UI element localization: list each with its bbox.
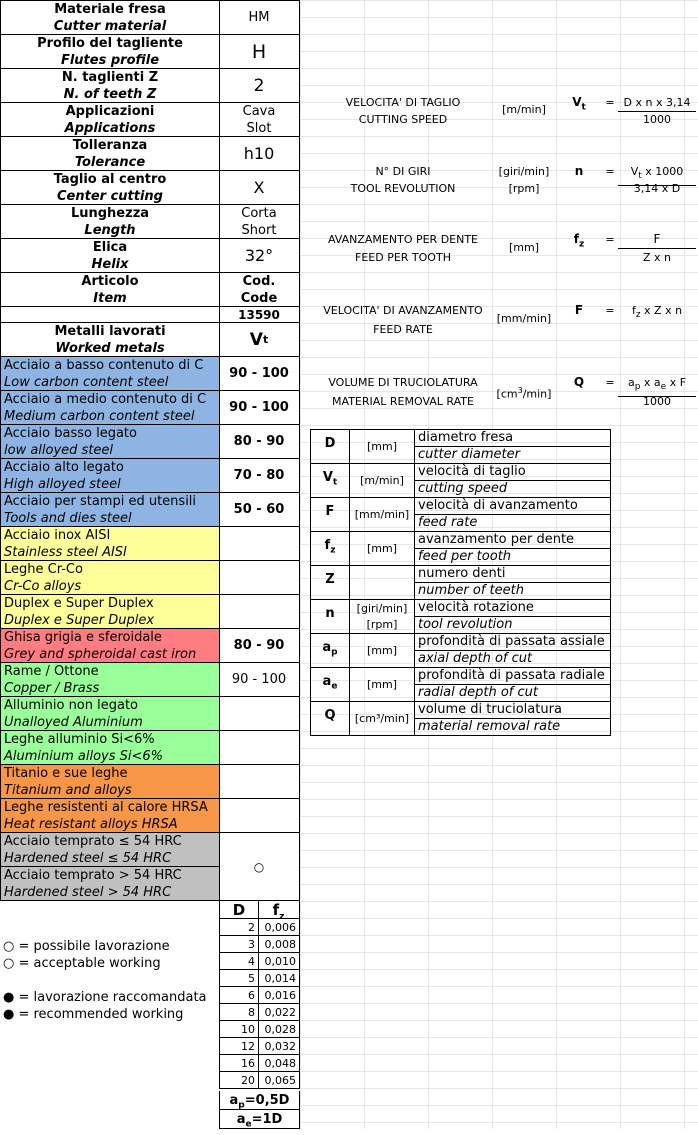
glossary-symbol: Q bbox=[324, 708, 336, 724]
spec-label-en: Center cutting bbox=[57, 188, 163, 204]
glossary-row bbox=[311, 498, 611, 532]
glossary-symbol: D bbox=[324, 436, 336, 452]
ae-symbol-sub: e bbox=[245, 1119, 252, 1130]
glossary-unit: [mm] bbox=[366, 439, 397, 453]
spec-value: h10 bbox=[219, 137, 300, 171]
material-vt-value: ○ bbox=[219, 833, 300, 901]
glossary-row bbox=[311, 702, 611, 736]
material-name: Leghe alluminio Si<6% bbox=[4, 732, 155, 747]
material-name-en: Medium carbon content steel bbox=[4, 409, 195, 424]
fz-diameter: 16 bbox=[219, 1055, 259, 1072]
ap-symbol: a bbox=[229, 1093, 239, 1108]
fz-row bbox=[0, 919, 300, 936]
formula-feed-rate-result-rest: x Z x n bbox=[640, 304, 683, 317]
material-vt-value: 90 - 100 bbox=[219, 391, 300, 425]
material-name: Acciaio temprato ≤ 54 HRC bbox=[4, 834, 182, 849]
formula-feed-rate-it: VELOCITA' DI AVANZAMENTO bbox=[323, 304, 483, 317]
formula-revolution-symbol: n bbox=[574, 164, 584, 178]
spec-label-en: Tolerance bbox=[74, 154, 146, 170]
material-vt-value bbox=[219, 765, 300, 799]
glossary-unit-alt: [rpm] bbox=[366, 617, 398, 631]
spec-row-helix bbox=[0, 239, 300, 273]
fz-diameter: 20 bbox=[219, 1072, 259, 1089]
glossary-symbol: n bbox=[325, 606, 335, 622]
glossary-unit: [mm] bbox=[366, 677, 397, 691]
formula-feed-tooth-denominator: Z x n bbox=[642, 251, 671, 264]
spec-value: H bbox=[219, 35, 300, 69]
fz-col-fz: f bbox=[272, 901, 280, 919]
material-vt-value bbox=[219, 527, 300, 561]
formula-feed-tooth-symbol: f bbox=[573, 232, 579, 246]
glossary-symbol-sub: p bbox=[331, 647, 338, 658]
spec-row-tolerance bbox=[0, 137, 300, 171]
fz-value: 0,014 bbox=[258, 970, 300, 987]
glossary-desc: velocità di avanzamento bbox=[418, 498, 578, 513]
material-name: Rame / Ottone bbox=[4, 664, 99, 679]
material-name-en: Titanium and alloys bbox=[4, 783, 132, 798]
legend-recommended-en: ● = recommended working bbox=[3, 1007, 184, 1022]
spec-value: 2 bbox=[219, 69, 300, 103]
material-vt-value: 90 - 100 bbox=[219, 357, 300, 391]
glossary-desc: velocità rotazione bbox=[418, 600, 534, 615]
material-vt-value: 90 - 100 bbox=[219, 663, 300, 697]
spec-row-teeth bbox=[0, 69, 300, 103]
formula-mrr-n2: x a bbox=[640, 376, 661, 389]
spec-row-center-cutting bbox=[0, 171, 300, 205]
formula-mrr-it: VOLUME DI TRUCIOLATURA bbox=[328, 376, 478, 389]
fz-row bbox=[0, 1038, 300, 1055]
material-name: Acciaio inox AISI bbox=[4, 528, 111, 543]
fz-value: 0,006 bbox=[258, 919, 300, 936]
formula-feed-rate-unit: [mm/min] bbox=[496, 312, 552, 325]
ap-row bbox=[0, 1091, 300, 1110]
formula-feed-rate-eq: = bbox=[605, 304, 615, 317]
material-name: Duplex e Super Duplex bbox=[4, 596, 154, 611]
vt-header: V bbox=[249, 329, 263, 350]
formula-cutting-speed-symbol-sub: t bbox=[581, 102, 586, 113]
formula-mrr-symbol: Q bbox=[573, 375, 585, 389]
metals-header-label: Metalli lavorati bbox=[54, 323, 166, 339]
formula-feed-tooth-unit: [mm] bbox=[508, 241, 539, 254]
formula-revolution-unit: [giri/min] bbox=[498, 165, 550, 178]
ae-value: =1D bbox=[251, 1112, 283, 1127]
material-name-en: Hardened steel > 54 HRC bbox=[4, 885, 172, 900]
glossary-row bbox=[311, 464, 611, 498]
glossary-symbol-sub: t bbox=[332, 477, 338, 488]
glossary-desc-en: feed per tooth bbox=[415, 548, 610, 565]
glossary-unit: [mm/min] bbox=[354, 507, 410, 521]
glossary-desc: velocità di taglio bbox=[418, 464, 526, 479]
material-name-en: Cr-Co alloys bbox=[4, 579, 82, 594]
fz-col-fz-sub: z bbox=[279, 912, 285, 922]
formula-revolution-eq: = bbox=[605, 165, 615, 178]
fz-diameter: 6 bbox=[219, 987, 259, 1004]
glossary-desc: volume di truciolatura bbox=[418, 702, 562, 717]
formula-revolution-it: N° DI GIRI bbox=[375, 165, 431, 178]
spec-row-length bbox=[0, 205, 300, 239]
glossary-row bbox=[311, 532, 611, 566]
spec-label-en: Flutes profile bbox=[60, 52, 160, 68]
material-name-en: Tools and dies steel bbox=[4, 511, 132, 526]
formula-mrr-unit-sup: 3 bbox=[517, 386, 523, 395]
glossary-unit: [mm] bbox=[366, 643, 397, 657]
fz-value: 0,048 bbox=[258, 1055, 300, 1072]
formula-feed-tooth-it: AVANZAMENTO PER DENTE bbox=[327, 233, 479, 246]
glossary-symbol: a bbox=[322, 674, 332, 690]
fz-diameter: 2 bbox=[219, 919, 259, 936]
material-vt-value bbox=[219, 697, 300, 731]
material-name: Ghisa grigia e sferoidale bbox=[4, 630, 162, 645]
spec-label: Applicazioni bbox=[65, 103, 155, 119]
glossary-desc: numero denti bbox=[418, 566, 506, 581]
glossary-symbol: f bbox=[324, 538, 331, 554]
formula-cutting-speed-it: VELOCITA' DI TAGLIO bbox=[345, 96, 461, 109]
fz-row bbox=[0, 1055, 300, 1072]
spec-value: Corta bbox=[241, 205, 277, 221]
formula-cutting-speed-eq: = bbox=[605, 96, 615, 109]
material-name-en: Heat resistant alloys HRSA bbox=[4, 817, 178, 832]
material-vt-value bbox=[219, 595, 300, 629]
formula-feed-rate-result-symbol: f bbox=[631, 304, 636, 317]
material-name-en: Copper / Brass bbox=[4, 681, 100, 696]
spec-label: Tolleranza bbox=[72, 137, 148, 153]
spec-label: Elica bbox=[92, 239, 128, 255]
material-name: Acciaio temprato > 54 HRC bbox=[4, 868, 182, 883]
fz-row bbox=[0, 970, 300, 987]
spec-value: Cava bbox=[242, 103, 276, 119]
glossary-row bbox=[311, 600, 611, 634]
formula-mrr-denominator: 1000 bbox=[643, 395, 671, 408]
material-name-en: Low carbon content steel bbox=[4, 375, 169, 390]
formula-revolution-num-sub: t bbox=[638, 171, 642, 182]
glossary-desc-en: material removal rate bbox=[415, 718, 610, 735]
formula-mrr-n1: a bbox=[627, 376, 635, 389]
fz-value: 0,016 bbox=[258, 987, 300, 1004]
spec-value-en: Short bbox=[241, 222, 277, 238]
glossary-row bbox=[311, 634, 611, 668]
vt-header-sub: t bbox=[262, 333, 269, 346]
fz-diameter: 10 bbox=[219, 1021, 259, 1038]
glossary-desc-en: number of teeth bbox=[415, 582, 610, 599]
material-name-en: low alloyed steel bbox=[4, 443, 114, 458]
formula-feed-tooth-en: FEED PER TOOTH bbox=[355, 251, 451, 264]
spec-value: 32° bbox=[219, 239, 300, 273]
glossary-desc: profondità di passata assiale bbox=[418, 634, 605, 649]
glossary-desc-en: axial depth of cut bbox=[415, 650, 610, 667]
material-name: Titanio e sue leghe bbox=[4, 766, 128, 781]
spec-label: Taglio al centro bbox=[53, 171, 167, 187]
ap-value: =0,5D bbox=[244, 1093, 290, 1108]
glossary-desc-en: cutter diameter bbox=[415, 446, 610, 463]
formula-feed-tooth-numerator: F bbox=[618, 231, 696, 249]
spec-label: Lunghezza bbox=[70, 205, 150, 221]
spec-value: X bbox=[219, 171, 300, 205]
ae-row bbox=[0, 1110, 300, 1129]
spec-value-en: Code bbox=[240, 290, 278, 306]
formula-mrr-unit-pre: [cm bbox=[496, 387, 518, 401]
material-name-en: Hardened steel ≤ 54 HRC bbox=[4, 851, 172, 866]
spec-label: Profilo del tagliente bbox=[37, 35, 183, 51]
formula-mrr-n1-sub: p bbox=[634, 382, 641, 393]
ap-symbol-sub: p bbox=[238, 1100, 245, 1111]
legend-recommended-it: ● = lavorazione raccomandata bbox=[3, 990, 207, 1005]
formula-revolution-unit-rpm: [rpm] bbox=[508, 182, 540, 195]
material-name: Acciaio a basso contenuto di C bbox=[4, 358, 204, 373]
formula-revolution-en: TOOL REVOLUTION bbox=[350, 182, 456, 195]
material-name-en: Duplex e Super Duplex bbox=[4, 613, 155, 628]
glossary-symbol-sub: z bbox=[330, 545, 336, 556]
fz-header-row bbox=[0, 901, 300, 922]
fz-col-d: D bbox=[219, 901, 259, 919]
fz-value: 0,008 bbox=[258, 936, 300, 953]
formula-mrr-n2-sub: e bbox=[660, 382, 667, 393]
spec-value-en: Slot bbox=[246, 120, 272, 136]
spec-label: Articolo bbox=[81, 273, 139, 289]
formula-mrr-unit-post: /min] bbox=[522, 387, 552, 401]
fz-diameter: 3 bbox=[219, 936, 259, 953]
glossary-row bbox=[311, 566, 611, 600]
material-name: Acciaio per stampi ed utensili bbox=[4, 494, 197, 509]
material-name: Alluminio non legato bbox=[4, 698, 139, 713]
fz-value: 0,065 bbox=[258, 1072, 300, 1089]
spec-row-article bbox=[0, 307, 300, 323]
spec-value: HM bbox=[219, 0, 300, 35]
material-name-en: Grey and spheroidal cast iron bbox=[4, 647, 197, 662]
fz-value: 0,028 bbox=[258, 1021, 300, 1038]
fz-diameter: 12 bbox=[219, 1038, 259, 1055]
glossary-table bbox=[310, 429, 611, 736]
fz-value: 0,022 bbox=[258, 1004, 300, 1021]
glossary-symbol: a bbox=[322, 640, 332, 656]
material-name: Acciaio alto legato bbox=[4, 460, 124, 475]
spec-label-en: Cutter material bbox=[53, 18, 167, 34]
formula-mrr-en: MATERIAL REMOVAL RATE bbox=[332, 395, 474, 408]
formula-mrr-n3: x F bbox=[666, 376, 687, 389]
fz-row bbox=[0, 1072, 300, 1089]
formula-cutting-speed-numerator: D x n x 3,14 bbox=[618, 94, 696, 112]
formula-revolution-num-symbol: V bbox=[630, 165, 639, 178]
spec-row-profile bbox=[0, 35, 300, 69]
material-name: Acciaio basso legato bbox=[4, 426, 137, 441]
legend-possible-en: ○ = acceptable working bbox=[3, 956, 161, 971]
formula-feed-tooth-symbol-sub: z bbox=[578, 239, 585, 250]
fz-diameter: 8 bbox=[219, 1004, 259, 1021]
formula-mrr-eq: = bbox=[605, 376, 615, 389]
material-name-en: Unalloyed Aluminium bbox=[4, 715, 143, 730]
glossary-unit: [m/min] bbox=[360, 473, 404, 487]
material-vt-value: 80 - 90 bbox=[219, 425, 300, 459]
formula-revolution-num-rest: x 1000 bbox=[641, 165, 684, 178]
formula-feed-rate-result-sub: z bbox=[635, 310, 641, 321]
formula-feed-rate-en: FEED RATE bbox=[373, 323, 433, 336]
glossary-symbol: Z bbox=[325, 572, 335, 588]
spec-label: Materiale fresa bbox=[54, 1, 166, 17]
formula-cutting-speed-denominator: 1000 bbox=[643, 113, 671, 126]
legend-possible-it: ○ = possibile lavorazione bbox=[3, 939, 170, 954]
material-vt-value bbox=[219, 561, 300, 595]
formula-revolution-denominator: 3,14 x D bbox=[633, 182, 681, 195]
glossary-unit: [giri/min] bbox=[356, 601, 408, 615]
spec-label-en: Helix bbox=[91, 256, 129, 272]
formula-feed-rate-symbol: F bbox=[574, 303, 584, 317]
formula-cutting-speed-unit: [m/min] bbox=[502, 103, 546, 116]
material-vt-value bbox=[219, 799, 300, 833]
spec-label: N. taglienti Z bbox=[61, 69, 159, 85]
spec-label-en: Applications bbox=[64, 120, 156, 136]
glossary-desc: profondità di passata radiale bbox=[418, 668, 605, 683]
glossary-symbol-sub: e bbox=[331, 681, 338, 692]
spec-label-en: Length bbox=[84, 222, 136, 238]
fz-row bbox=[0, 1021, 300, 1038]
glossary-row bbox=[311, 668, 611, 702]
spec-value: Cod. bbox=[242, 273, 276, 289]
material-name: Leghe resistenti al calore HRSA bbox=[4, 800, 208, 815]
fz-value: 0,032 bbox=[258, 1038, 300, 1055]
glossary-desc-en: tool revolution bbox=[415, 616, 610, 633]
formula-feed-tooth-eq: = bbox=[605, 233, 615, 246]
glossary-desc: diametro fresa bbox=[418, 430, 514, 445]
ae-symbol: a bbox=[236, 1112, 246, 1127]
glossary-row bbox=[311, 430, 611, 464]
glossary-symbol: F bbox=[325, 504, 335, 520]
material-name: Acciaio a medio contenuto di C bbox=[4, 392, 207, 407]
spec-row-item bbox=[0, 273, 300, 307]
fz-diameter: 4 bbox=[219, 953, 259, 970]
material-name-en: Aluminium alloys Si<6% bbox=[4, 749, 164, 764]
glossary-desc-en: feed rate bbox=[415, 514, 610, 531]
material-vt-value: 70 - 80 bbox=[219, 459, 300, 493]
fz-diameter: 5 bbox=[219, 970, 259, 987]
material-name-en: Stainless steel AISI bbox=[4, 545, 127, 560]
metals-header-label-en: Worked metals bbox=[55, 340, 165, 356]
article-code: 13590 bbox=[219, 307, 300, 323]
material-vt-value: 50 - 60 bbox=[219, 493, 300, 527]
material-name: Leghe Cr-Co bbox=[4, 562, 83, 577]
glossary-desc: avanzamento per dente bbox=[418, 532, 575, 547]
glossary-desc-en: cutting speed bbox=[415, 480, 610, 497]
spec-label-en: N. of teeth Z bbox=[63, 86, 157, 102]
glossary-symbol: V bbox=[322, 470, 333, 486]
formula-cutting-speed-symbol: V bbox=[572, 95, 582, 109]
glossary-desc-en: radial depth of cut bbox=[415, 684, 610, 701]
fz-value: 0,010 bbox=[258, 953, 300, 970]
material-vt-value: 80 - 90 bbox=[219, 629, 300, 663]
spec-row-material bbox=[0, 0, 300, 35]
formula-cutting-speed-en: CUTTING SPEED bbox=[358, 113, 448, 126]
spec-row-applications bbox=[0, 103, 300, 137]
glossary-unit: [mm] bbox=[366, 541, 397, 555]
material-name-en: High alloyed steel bbox=[4, 477, 121, 492]
material-vt-value bbox=[219, 731, 300, 765]
glossary-unit: [cm³/min] bbox=[354, 711, 410, 725]
metals-header-row bbox=[0, 323, 300, 357]
spec-label-en: Item bbox=[93, 290, 127, 306]
